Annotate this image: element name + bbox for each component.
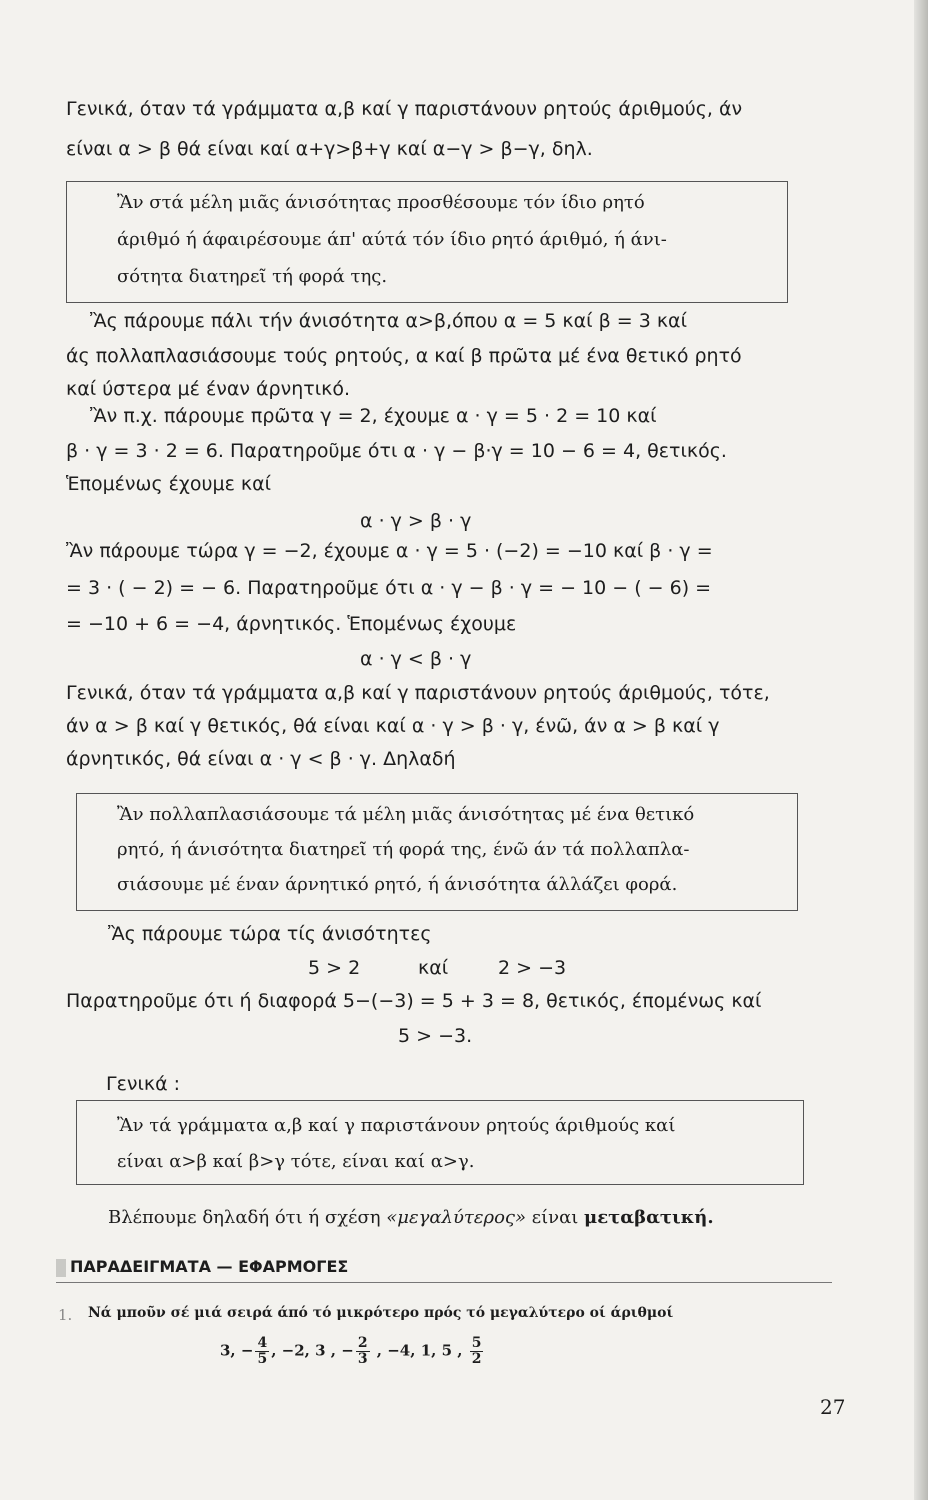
fraction-four-fifths: [255, 1336, 269, 1367]
formula-line: α · γ > β · γ: [360, 510, 472, 532]
formula-part: 2 > −3: [498, 957, 567, 979]
text-line: Ἂν π.χ. πάρουμε πρῶτα γ = 2, έχουμε α · γ = 5 · 2 = 10 καί: [90, 405, 657, 427]
formula-line: 5 > −3.: [398, 1025, 473, 1047]
conclusion-term: «μεγαλύτερος»: [386, 1207, 527, 1228]
fraction-two-thirds: [356, 1336, 370, 1367]
fraction-numerator: 5: [471, 1335, 482, 1351]
rule-line: άριθμό ή άφαιρέσουμε άπ' αύτά τόν ίδιο ρητό άριθμό, ή άνι-: [117, 229, 667, 250]
rule-line: Ἂν στά μέλη μιᾶς άνισότητας προσθέσουμε τόν ίδιο ρητό: [117, 192, 645, 213]
text-line: είναι α > β θά είναι καί α+γ>β+γ καί α−γ > β−γ, δηλ.: [66, 138, 593, 160]
number-item: 3,: [220, 1341, 236, 1360]
text-line: Ἑπομένως έχουμε καί: [66, 473, 272, 495]
rule-line: σότητα διατηρεῖ τή φορά της.: [117, 266, 388, 287]
text-line: Ἂν πάρουμε τώρα γ = −2, έχουμε α · γ = 5 · (−2) = −10 καί β · γ =: [66, 540, 713, 562]
text-line: άν α > β καί γ θετικός, θά είναι καί α · γ > β · γ, ένῶ, άν α > β καί γ: [66, 715, 720, 737]
text-line: Γενικά :: [106, 1073, 181, 1095]
minus-sign: −: [240, 1341, 254, 1360]
rule-box-multiplication: [76, 793, 798, 911]
heading-rule: [56, 1282, 832, 1283]
rule-line: ρητό, ή άνισότητα διατηρεῖ τή φορά της, ένῶ άν τά πολλαπλα-: [117, 839, 690, 860]
rule-line: Ἂν τά γράμματα α,β καί γ παριστάνουν ρητούς άριθμούς καί: [117, 1115, 676, 1136]
conclusion-line: [108, 1207, 714, 1228]
heading-marker: [56, 1259, 66, 1277]
conclusion-keyword: μεταβατική.: [584, 1207, 714, 1228]
rule-box-transitive: [76, 1100, 804, 1185]
text-line: = −10 + 6 = −4, άρνητικός. Ἑπομένως έχουμε: [66, 613, 517, 635]
fraction-denominator: 3: [357, 1351, 368, 1367]
text-line: Ἂς πάρουμε τώρα τίς άνισότητες: [108, 923, 432, 945]
text-line: άρνητικός, θά είναι α · γ < β · γ. Δηλαδή: [66, 748, 456, 770]
number-item: , −2, 3 , −: [271, 1341, 354, 1360]
text-line: άς πολλαπλασιάσουμε τούς ρητούς, α καί β πρῶτα μέ ένα θετικό ρητό: [66, 345, 742, 367]
formula-part: 5 > 2: [308, 957, 361, 979]
conclusion-text: Βλέπουμε δηλαδή ότι ή σχέση: [108, 1207, 381, 1228]
text-line: Γενικά, όταν τά γράμματα α,β καί γ παριστάνουν ρητούς άριθμούς, τότε,: [66, 682, 770, 704]
fraction-numerator: 4: [257, 1335, 268, 1351]
section-heading: ΠΑΡΑΔΕΙΓΜΑΤΑ — ΕΦΑΡΜΟΓΕΣ: [70, 1257, 349, 1276]
text-line: Παρατηροῦμε ότι ή διαφορά 5−(−3) = 5 + 3 = 8, θετικός, έπομένως καί: [66, 990, 762, 1012]
text-line: Γενικά, όταν τά γράμματα α,β καί γ παριστάνουν ρητούς άριθμούς, άν: [66, 98, 743, 120]
fraction-denominator: 2: [471, 1351, 482, 1367]
formula-line: α · γ < β · γ: [360, 648, 472, 670]
rule-line: είναι α>β καί β>γ τότε, είναι καί α>γ.: [117, 1151, 475, 1172]
page-number: 27: [820, 1395, 846, 1419]
conclusion-text: είναι: [531, 1207, 579, 1228]
text-line: β · γ = 3 · 2 = 6. Παρατηροῦμε ότι α · γ − β·γ = 10 − 6 = 4, θετικός.: [66, 440, 727, 462]
fraction-five-halves: [470, 1336, 484, 1367]
rule-box-addition: [66, 181, 788, 303]
formula-part: καί: [418, 957, 449, 979]
number-item: , −4, 1, 5 ,: [376, 1341, 463, 1360]
text-line: καί ύστερα μέ έναν άρνητικό.: [66, 378, 350, 400]
page-edge-shadow: [914, 0, 928, 1500]
rule-line: Ἂν πολλαπλασιάσουμε τά μέλη μιᾶς άνισότητας μέ ένα θετικό: [117, 804, 695, 825]
fraction-numerator: 2: [357, 1335, 368, 1351]
number-list: [220, 1336, 485, 1367]
text-line: Ἂς πάρουμε πάλι τήν άνισότητα α>β,όπου α = 5 καί β = 3 καί: [90, 310, 688, 332]
exercise-text: Νά μποῦν σέ μιά σειρά άπό τό μικρότερο πρός τό μεγαλύτερο οί άριθμοί: [88, 1305, 674, 1321]
text-line: = 3 · ( − 2) = − 6. Παρατηροῦμε ότι α · γ − β · γ = − 10 − ( − 6) =: [66, 577, 712, 599]
fraction-denominator: 5: [257, 1351, 268, 1367]
exercise-number: 1.: [58, 1306, 73, 1324]
rule-line: σιάσουμε μέ έναν άρνητικό ρητό, ή άνισότητα άλλάζει φορά.: [117, 874, 678, 895]
